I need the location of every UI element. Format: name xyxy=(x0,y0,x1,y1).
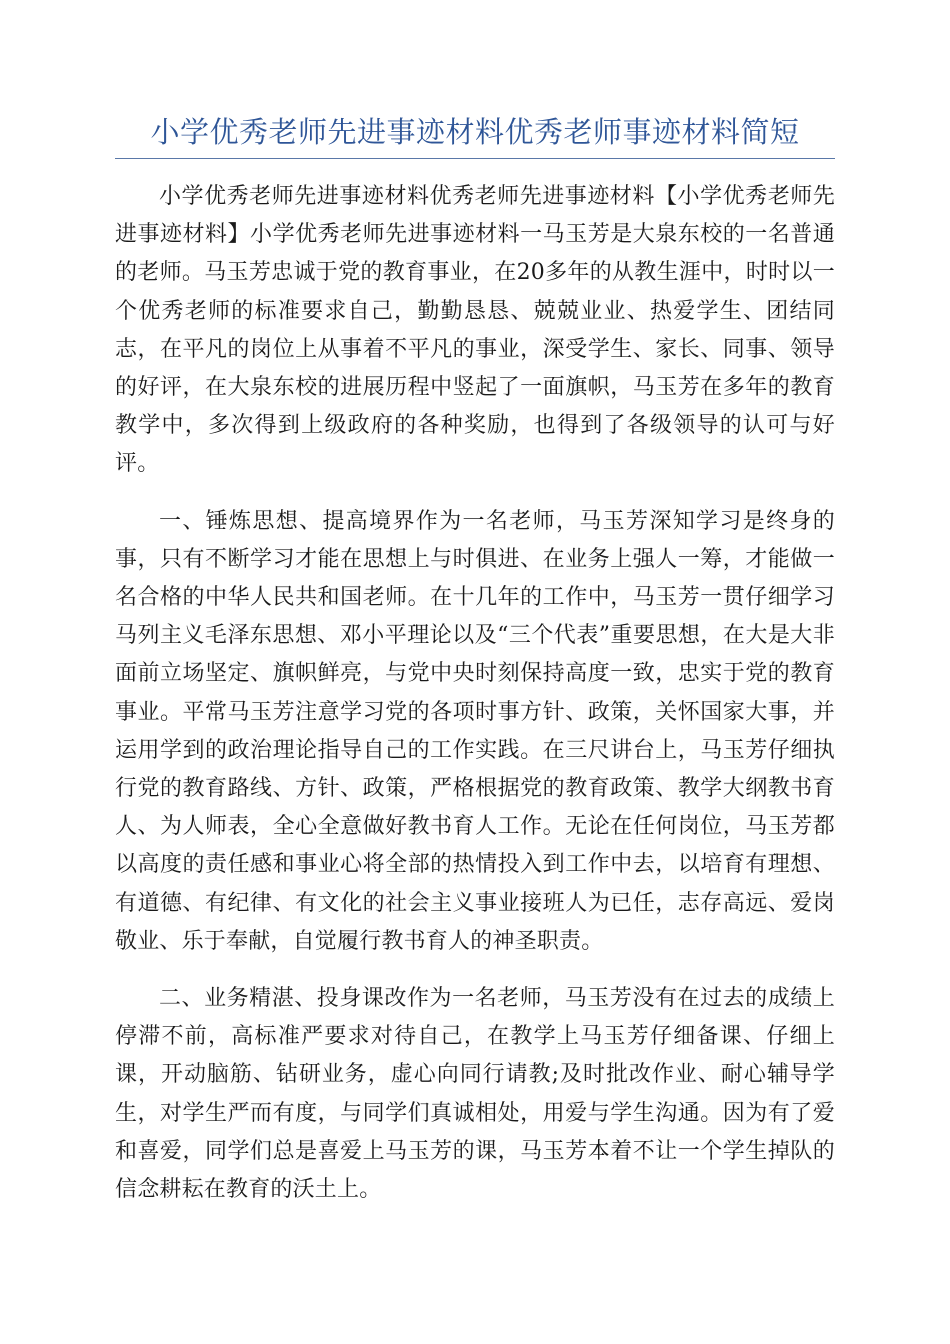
page-title: 小学优秀老师先进事迹材料优秀老师事迹材料简短 xyxy=(150,115,800,149)
paragraph-intro: 小学优秀老师先进事迹材料优秀老师先进事迹材料【小学优秀老师先进事迹材料】小学优秀老师先进事迹材料一马玉芳是大泉东校的一名普通的老师。马玉芳忠诚于党的教育事业，在20多年的从教生涯中，时时以一个优秀老师的标准要求自己，勤勤恳恳、兢兢业业、热爱学生、团结同志，在平凡的岗位上从事着不平凡的事业，深受学生、家长、同事、领导的好评，在大泉东校的进展历程中竖起了一面旗帜，马玉芳在多年的教育教学中，多次得到上级政府的各种奖励，也得到了各级领导的认可与好评。 xyxy=(115,184,835,477)
document-body xyxy=(115,178,835,1228)
paragraph-section-one: 一、锤炼思想、提高境界作为一名老师，马玉芳深知学习是终身的事，只有不断学习才能在思想上与时俱进、在业务上强人一筹，才能做一名合格的中华人民共和国老师。在十几年的工作中，马玉芳一贯仔细学习马列主义毛泽东思想、邓小平理论以及“三个代表”重要思想，在大是大非面前立场坚定、旗帜鲜亮，与党中央时刻保持高度一致，忠实于党的教育事业。平常马玉芳注意学习党的各项时事方针、政策，关怀国家大事，并运用学到的政治理论指导自己的工作实践。在三尺讲台上，马玉芳仔细执行党的教育路线、方针、政策，严格根据党的教育政策、教学大纲教书育人、为人师表，全心全意做好教书育人工作。无论在任何岗位，马玉芳都以高度的责任感和事业心将全部的热情投入到工作中去，以培育有理想、有道德、有纪律、有文化的社会主义事业接班人为已任，志存高远、爱岗敬业、乐于奉献，自觉履行教书育人的神圣职责。 xyxy=(115,508,835,954)
title-block xyxy=(115,112,835,159)
paragraph-section-two: 二、业务精湛、投身课改作为一名老师，马玉芳没有在过去的成绩上停滞不前，高标准严要求对待自己，在教学上马玉芳仔细备课、仔细上课，开动脑筋、钻研业务，虚心向同行请教;及时批改作业、耐心辅导学生，对学生严而有度，与同学们真诚相处，用爱与学生沟通。因为有了爱和喜爱，同学们总是喜爱上马玉芳的课，马玉芳本着不让一个学生掉队的信念耕耘在教育的沃土上。 xyxy=(115,986,835,1203)
